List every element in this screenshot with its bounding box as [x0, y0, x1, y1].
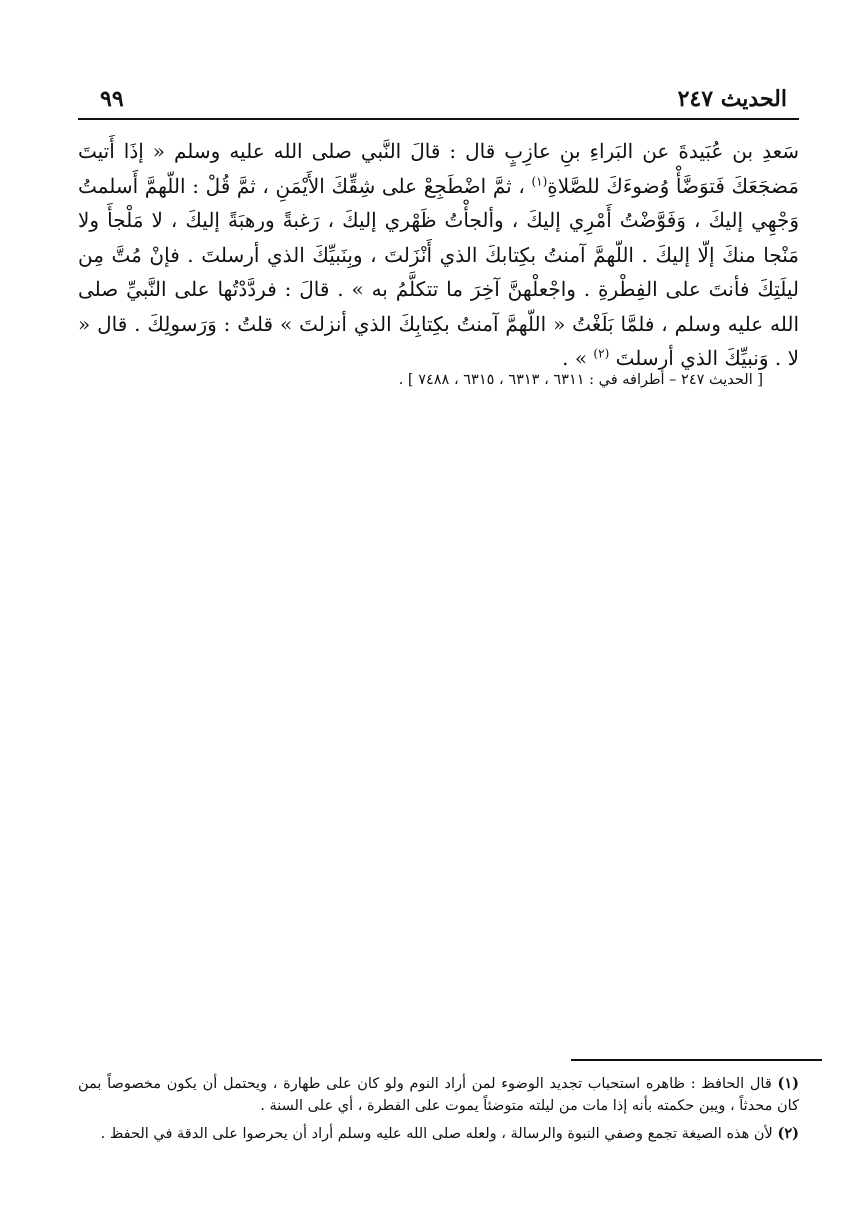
hadith-text-part-3: » .	[562, 346, 588, 370]
footnote-divider	[571, 1059, 822, 1061]
footnotes	[78, 1073, 799, 1151]
footnote-ref-1: (١)	[531, 173, 548, 188]
footnote-1	[78, 1073, 799, 1117]
hadith-paragraph	[78, 134, 799, 376]
footnote-2-text: لأن هذه الصيغة تجمع وصفي النبوة والرسالة ، ولعله صلى الله عليه وسلم أراد أن يحرصوا على الدقة في الحفظ .	[100, 1126, 773, 1142]
hadith-text	[78, 134, 799, 376]
footnote-2	[78, 1123, 799, 1145]
footnote-2-number: (٢)	[777, 1125, 799, 1142]
page-header	[78, 82, 799, 120]
running-title: الحديث ٢٤٧	[677, 86, 787, 112]
hadith-text-part-1: سَعدِ بن عُبَيدةَ عن البَراءِ بنِ عازِبٍ قال : قالَ النَّبي صلى الله عليه وسلم « إذَا أَتيتَ مَضجَعَكَ فَتوَضَّأْ وُضوءَكَ للصَّلاةِ	[78, 139, 799, 198]
hadith-text-part-2: ، ثمَّ اضْطَجِعْ على شِقِّكَ الأَيْمَنِ ، ثمَّ قُلْ : اللّهمَّ أَسلمتُ وَجْهِي إليكَ ، وَفَوَّضْتُ أَمْرِي إليكَ ، وألجأْتُ ظَهْري إليكَ ، رَغبةً ورهبَةً إليكَ ، لا مَلْجأَ ولا مَنْجا منكَ إلّا إليكَ . اللّهمَّ آمنتُ بكِتابكَ الذي أَنْزَلتَ ، وبِنَبيِّكَ الذي أرسلتَ . فإنْ مُتَّ مِن ليلَتِكَ فأنتَ على الفِطْرةِ . واجْعلْهنَّ آخِرَ ما تتكلَّمُ به » . قالَ : فردَّدْتُها على النَّبيِّ صلى الله عليه وسلم ، فلمَّا بَلَغْتُ « اللّهمَّ آمنتُ بكِتابِكَ الذي أنزلتَ » قلتُ : وَرَسولِكَ . قال « لا . وَنبيِّكَ الذي أرسلتَ	[78, 173, 799, 370]
page-number: ٩٩	[100, 86, 124, 112]
hadith-cross-reference: [ الحديث ٢٤٧ – أطرافه في : ٦٣١١ ، ٦٣١٣ ، ٦٣١٥ ، ٧٤٨٨ ] .	[398, 372, 763, 388]
footnote-1-number: (١)	[777, 1075, 799, 1092]
footnote-ref-2: (٢)	[593, 346, 610, 361]
footnote-1-text: قال الحافظ : ظاهره استحباب تجديد الوضوء لمن أراد النوم ولو كان على طهارة ، ويحتمل أن يكون مخصوصاً بمن كان محدثاً ، ويبن حكمته بأنه إذا مات من ليلته متوضئاً يموت على الفطرة ، أي على السنة .	[78, 1076, 799, 1114]
